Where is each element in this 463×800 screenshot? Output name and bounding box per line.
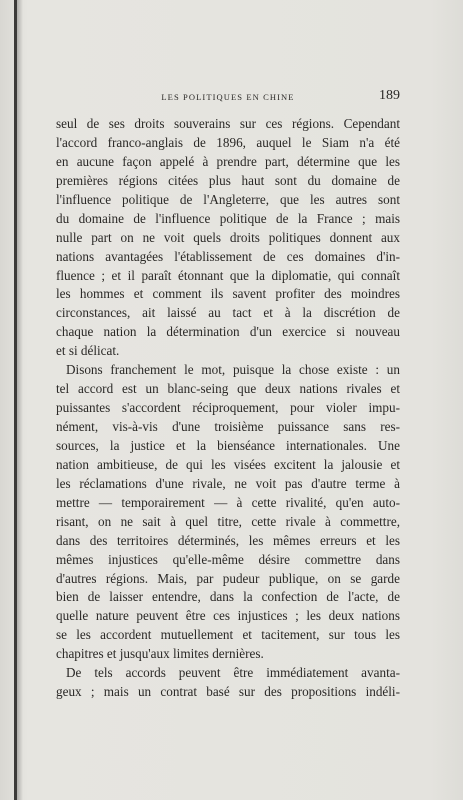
text-line: quelle nature peuvent être ces injustices ; les deux nations [56, 608, 400, 624]
text-line: les hommes et comment ils savent profiter des moindres [56, 286, 400, 302]
text-line: dans des territoires déterminés, les mêmes erreurs et les [56, 532, 400, 548]
text-line: du domaine de l'influence politique de la France ; mais [56, 210, 400, 226]
text-line: sources, la justice et la bienséance internationales. Une [56, 437, 400, 453]
text-line: d'autres régions. Mais, par pudeur publique, on se garde [56, 570, 400, 586]
text-line: De tels accords peuvent être immédiatement avanta- [66, 665, 400, 681]
text-line: nément, vis-à-vis d'une troisième puissance sans res- [56, 419, 400, 434]
text-line: risant, on ne sait à quel titre, cette rivale à commettre, [56, 513, 400, 529]
text-line: geux ; mais un contrat basé sur des propositions indéli- [56, 684, 400, 700]
text-line: nations avantagées l'établissement de ces domaines d'in- [56, 248, 400, 264]
text-line: mêmes injustices qu'elle-même désire commettre dans [56, 551, 400, 567]
page-number: 189 [379, 88, 400, 103]
text-line: en aucune façon appelé à prendre part, détermine que les [56, 153, 400, 169]
text-line: mettre — temporairement — à cette rivalité, qu'en auto- [56, 494, 400, 510]
paragraph [56, 361, 400, 664]
text-line: les réclamations d'une rivale, ne voit pas d'autre terme à [56, 475, 400, 491]
text-line: et si délicat. [56, 343, 120, 359]
paragraph [56, 664, 400, 702]
text-line: bien de laisser entendre, dans la confection de l'acte, de [56, 589, 400, 605]
text-line: se les accordent mutuellement et tacitement, sur tous les [56, 627, 400, 643]
text-line: tel accord est un blanc-seing que deux nations rivales et [56, 381, 400, 397]
page-header [56, 90, 400, 106]
text-line: l'accord franco-anglais de 1896, auquel le Siam n'a été [56, 134, 400, 150]
text-line: puissantes s'accordent réciproquement, pour violer impu- [56, 400, 400, 416]
text-line: nation ambitieuse, de qui les visées excitent la jalousie et [56, 456, 400, 472]
text-line: premières régions citées plus haut sont du domaine de [56, 172, 400, 188]
text-line: l'influence politique de l'Angleterre, que les autres sont [56, 191, 400, 207]
text-line: nulle part on ne voit quels droits politiques donnent aux [56, 229, 400, 245]
text-line: Disons franchement le mot, puisque la chose existe : un [66, 362, 400, 378]
text-line: fluence ; et il paraît étonnant que la diplomatie, qui connaît [56, 267, 400, 283]
text-line: seul de ses droits souverains sur ces régions. Cependant [56, 116, 400, 131]
body-text [56, 115, 400, 702]
paragraph [56, 115, 400, 361]
page-gutter-shadow [17, 0, 23, 800]
text-line: chapitres et jusqu'aux limites dernières. [56, 646, 264, 662]
running-head: LES POLITIQUES EN CHINE [161, 92, 295, 102]
text-line: chaque nation la détermination d'un exercice si nouveau [56, 324, 400, 340]
text-line: circonstances, ait laissé au tact et à la discrétion de [56, 305, 400, 321]
